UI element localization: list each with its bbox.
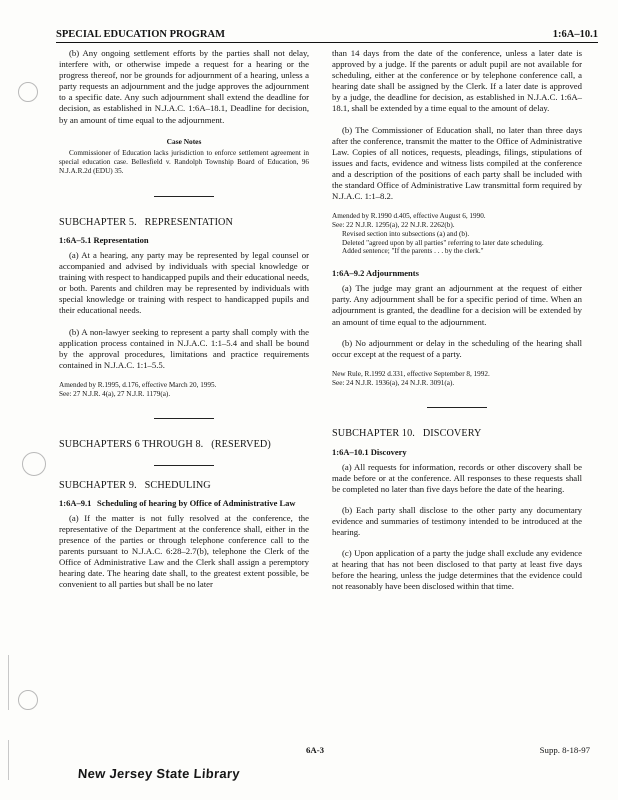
history-line: See: 27 N.J.R. 4(a), 27 N.J.R. 1179(a). <box>59 389 171 398</box>
history-line: New Rule, R.1992 d.331, effective September 8, 1992. <box>332 369 490 378</box>
punch-hole-bottom <box>18 690 38 710</box>
case-notes-text: Commissioner of Education lacks jurisdiction to enforce settlement agreement in special education case. Bellesfield v. Randolph Township Board of Education, 96 N.J.A.R.2d (EDU) 35. <box>59 148 309 175</box>
library-stamp: New Jersey State Library <box>77 766 241 781</box>
header-section-code: 1:6A–10.1 <box>552 29 598 40</box>
paragraph: (b) Any ongoing settlement efforts by the parties shall not delay, interfere with, or otherwise impede a request for a hearing or the progress thereof, nor be grounds for adjournment of a hearing, unless a party requests an adjournment and the judge approves the adjournment to a specific date. Any such adjournment shall extend the deadline for decision, as established in N.J.A.C. 1:6A–18.1, Deadline for decision, by an amount of time equal to the adjournment. <box>59 48 309 125</box>
amendment-history <box>332 212 582 256</box>
section-heading <box>332 268 582 279</box>
paragraph: (c) Upon application of a party the judge shall exclude any evidence at hearing that has not been disclosed to that party at least five days before the hearing, unless the judge determines that the evidence could not reasonably have been disclosed within that time. <box>332 548 582 592</box>
section-title: Representation <box>93 234 149 245</box>
subchapter-heading: SUBCHAPTERS 6 THROUGH 8. (RESERVED) <box>59 439 271 451</box>
history-line: See: 22 N.J.R. 1295(a), 22 N.J.R. 2262(b). <box>332 221 455 230</box>
page-footer <box>56 745 598 757</box>
paragraph: (b) Each party shall disclose to the other party any documentary evidence and summaries of testimony intended to be introduced at the hearing. <box>332 504 582 538</box>
section-number: 1:6A–10.1 <box>332 446 369 457</box>
paragraph: (a) At a hearing, any party may be represented by legal counsel or accompanied and advised by individuals with special knowledge or training with respect to handicapped pupils and their educational needs, or both. Parents and children may be represented by individuals with special knowledge or training with respect to handicapped pupils and their educational needs. <box>59 249 309 316</box>
left-column <box>59 48 309 600</box>
section-title: Adjournments <box>366 268 419 279</box>
case-notes-title: Case Notes <box>166 136 202 146</box>
punch-hole-middle <box>22 452 46 476</box>
section-number: 1:6A–9.2 <box>332 268 365 279</box>
amendment-history <box>59 381 309 399</box>
section-heading <box>332 447 582 458</box>
header-title: SPECIAL EDUCATION PROGRAM <box>56 29 225 40</box>
running-header <box>56 28 598 43</box>
section-number: 1:6A–9.1 <box>59 497 92 508</box>
paragraph: (a) If the matter is not fully resolved at the conference, the representative of the Department at the conference shall, either in the presence of the parties or through telephone conference call to the parents pursuant to N.J.A.C. 6:28–2.7(b), telephone the Clerk of the Office of Administrative Law and the Clerk shall assign a peremptory hearing date. The hearing date shall, to the greatest extent possible, be convenient to all parties but shall be no later <box>59 512 309 590</box>
section-title: Discovery <box>370 446 407 457</box>
supplement-date: Supp. 8-18-97 <box>539 745 590 755</box>
binding-edge-mark <box>8 655 9 710</box>
history-line: Amended by R.1990 d.405, effective August 6, 1990. <box>332 212 486 221</box>
section-title: Scheduling of hearing by Office of Administrative Law <box>97 497 296 508</box>
paragraph: (b) A non-lawyer seeking to represent a party shall comply with the application process contained in N.J.A.C. 1:1–5.4 and shall be bound by the approval procedures, limitations and practice requirements contained in N.J.A.C. 1:1–5.5. <box>59 326 309 370</box>
amendment-history <box>332 370 582 388</box>
paragraph: (b) No adjournment or delay in the scheduling of the hearing shall occur except at the request of a party. <box>332 337 582 359</box>
section-heading <box>59 498 309 509</box>
paragraph: (a) The judge may grant an adjournment at the request of either party. Any adjournment shall be for a specific period of time. When an adjournment is granted, the deadline for a decision will be extended by an amount of time equal to the adjournment. <box>332 283 582 327</box>
section-heading <box>59 235 309 246</box>
subchapter-heading: SUBCHAPTER 9. SCHEDULING <box>59 479 211 491</box>
binding-edge-mark-lower <box>8 740 9 780</box>
page-number: 6A-3 <box>306 745 325 755</box>
history-line: Added sentence; "If the parents . . . by the clerk." <box>342 247 484 256</box>
paragraph: (a) All requests for information, records or other discovery shall be made before or at the conference. All responses to these requests shall be completed no later than five days before the date of the hearing. <box>332 461 582 494</box>
right-column <box>332 48 582 603</box>
history-line: Deleted "agreed upon by all parties" referring to later date scheduling. <box>342 238 544 247</box>
subchapter-heading: SUBCHAPTER 10. DISCOVERY <box>332 428 482 440</box>
subchapter-heading: SUBCHAPTER 5. REPRESENTATION <box>59 216 233 228</box>
section-divider <box>427 407 487 408</box>
paragraph: than 14 days from the date of the conference, unless a later date is approved by a judge. If the parents or adult pupil are not available for scheduling, either at the conference or by telephone conference call, a hearing date shall be assigned by the Clerk. If a later date is approved by a judge, the deadline for decision, as established in N.J.A.C. 1:6A–18.1, shall be extended by a time equal to the amount of delay. <box>332 48 582 114</box>
section-number: 1:6A–5.1 <box>59 234 92 245</box>
history-line: See: 24 N.J.R. 1936(a), 24 N.J.R. 3091(a). <box>332 378 455 387</box>
paragraph: (b) The Commissioner of Education shall, no later than three days after the conference, transmit the matter to the Office of Administrative Law. Copies of all notices, requests, pleadings, filings, stipulations of issues and facts, evidence and witness lists compiled at the conference and a description of the positions of each party shall be included with the standard Office of Administrative Law transmittal form required by N.J.A.C. 1:1–8.2. <box>332 124 582 202</box>
section-divider <box>154 418 214 419</box>
history-line: Amended by R.1995, d.176, effective March 20, 1995. <box>59 380 217 389</box>
punch-hole-top <box>18 82 38 102</box>
section-divider <box>154 465 214 466</box>
section-divider <box>154 196 214 197</box>
history-line: Revised section into subsections (a) and (b). <box>342 229 470 238</box>
